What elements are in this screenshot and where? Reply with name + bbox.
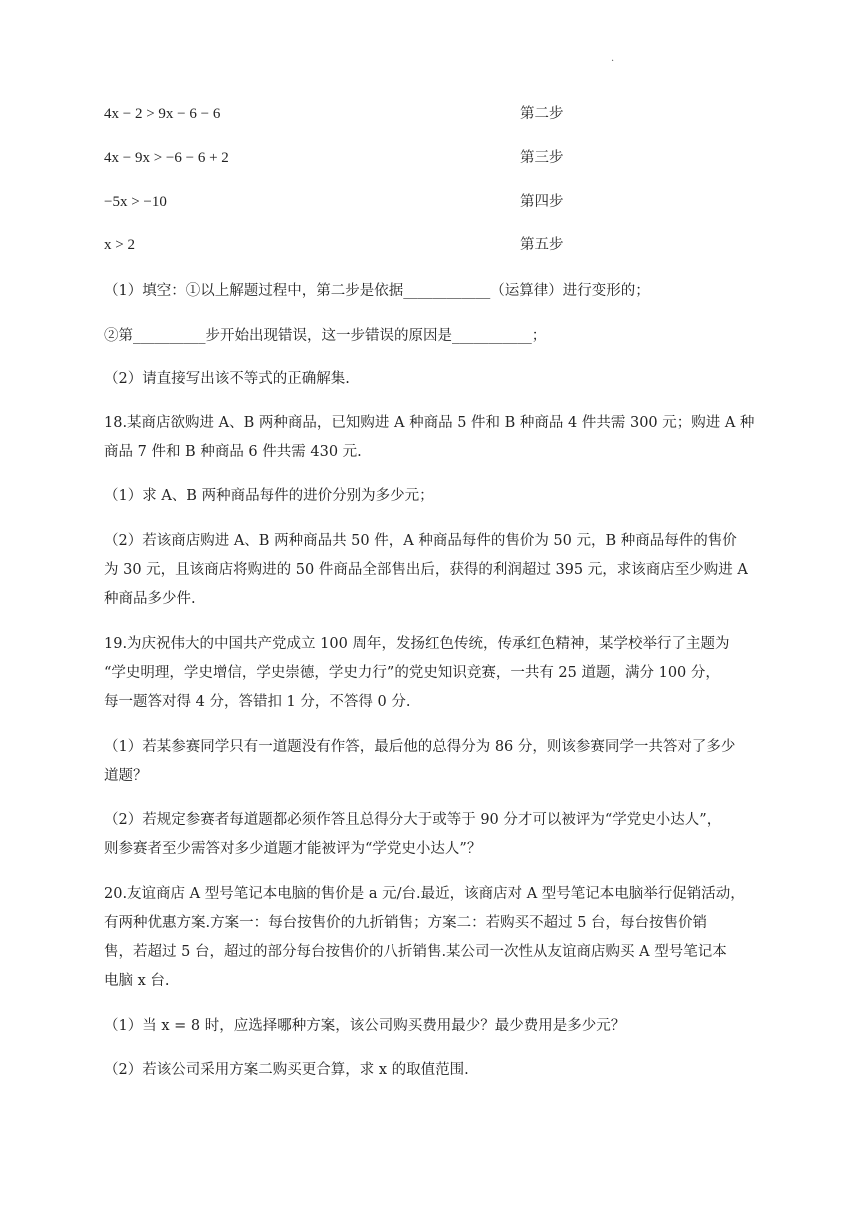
q17-part1: （1）填空：①以上解题过程中，第二步是依据____________（运算律）进行变形的；	[104, 283, 650, 299]
q18-part2: 为 30 元，且该商店将购进的 50 件商品全部售出后，获得的利润超过 395 元，求该商店至少购进 A	[104, 562, 748, 578]
q20-part2: （2）若该公司采用方案二购买更合算，求 x 的取值范围.	[104, 1062, 469, 1078]
q17-part1b: ②第__________步开始出现错误，这一步错误的原因是___________；	[104, 328, 547, 344]
step-expression: x > 2	[104, 237, 135, 253]
q17-part2: （2）请直接写出该不等式的正确解集.	[104, 371, 350, 387]
q20-stem: 20.友谊商店 A 型号笔记本电脑的售价是 a 元/台.最近，该商店对 A 型号笔记本电脑举行促销活动，	[104, 886, 745, 902]
q20-stem: 电脑 x 台.	[104, 973, 170, 989]
q20-part1: （1）当 x = 8 时，应选择哪种方案，该公司购买费用最少？最少费用是多少元？	[104, 1018, 626, 1034]
q18-part2: （2）若该商店购进 A、B 两种商品共 50 件，A 种商品每件的售价为 50 元，B 种商品每件的售价	[104, 533, 737, 549]
page-mark: ·	[611, 56, 615, 67]
q18-stem: 18.某商店欲购进 A、B 两种商品，已知购进 A 种商品 5 件和 B 种商品 4 件共需 300 元；购进 A 种	[104, 415, 755, 431]
q18-stem: 商品 7 件和 B 种商品 6 件共需 430 元.	[104, 444, 362, 460]
step-label: 第三步	[520, 150, 564, 166]
q20-stem: 售，若超过 5 台，超过的部分每台按售价的八折销售.某公司一次性从友谊商店购买 A 型号笔记本	[104, 944, 727, 960]
q20-stem: 有两种优惠方案.方案一：每台按售价的九折销售；方案二：若购买不超过 5 台，每台按售价销	[104, 915, 708, 931]
q18-part1: （1）求 A、B 两种商品每件的进价分别为多少元；	[104, 488, 434, 504]
q19-part1: （1）若某参赛同学只有一道题没有作答，最后他的总得分为 86 分，则该参赛同学一共答对了多少	[104, 739, 736, 755]
q19-part1: 道题？	[104, 768, 148, 784]
step-expression: 4x − 2 > 9x − 6 − 6	[104, 106, 221, 122]
q19-part2: （2）若规定参赛者每道题都必须作答且总得分大于或等于 90 分才可以被评为“学党史小达人”，	[104, 812, 722, 828]
step-expression: −5x > −10	[104, 194, 167, 210]
step-label: 第四步	[520, 194, 564, 210]
q18-part2: 种商品多少件.	[104, 591, 196, 607]
step-expression: 4x − 9x > −6 − 6 + 2	[104, 150, 229, 166]
q19-stem: “学史明理，学史增信，学史崇德，学史力行”的党史知识竞赛，一共有 25 道题，满分 100 分，	[104, 665, 720, 681]
step-label: 第五步	[520, 237, 564, 253]
step-label: 第二步	[520, 106, 564, 122]
q19-stem: 每一题答对得 4 分，答错扣 1 分，不答得 0 分.	[104, 694, 411, 710]
q19-part2: 则参赛者至少需答对多少道题才能被评为“学党史小达人”？	[104, 841, 482, 857]
q19-stem: 19.为庆祝伟大的中国共产党成立 100 周年，发扬红色传统，传承红色精神，某学校举行了主题为	[104, 636, 730, 652]
